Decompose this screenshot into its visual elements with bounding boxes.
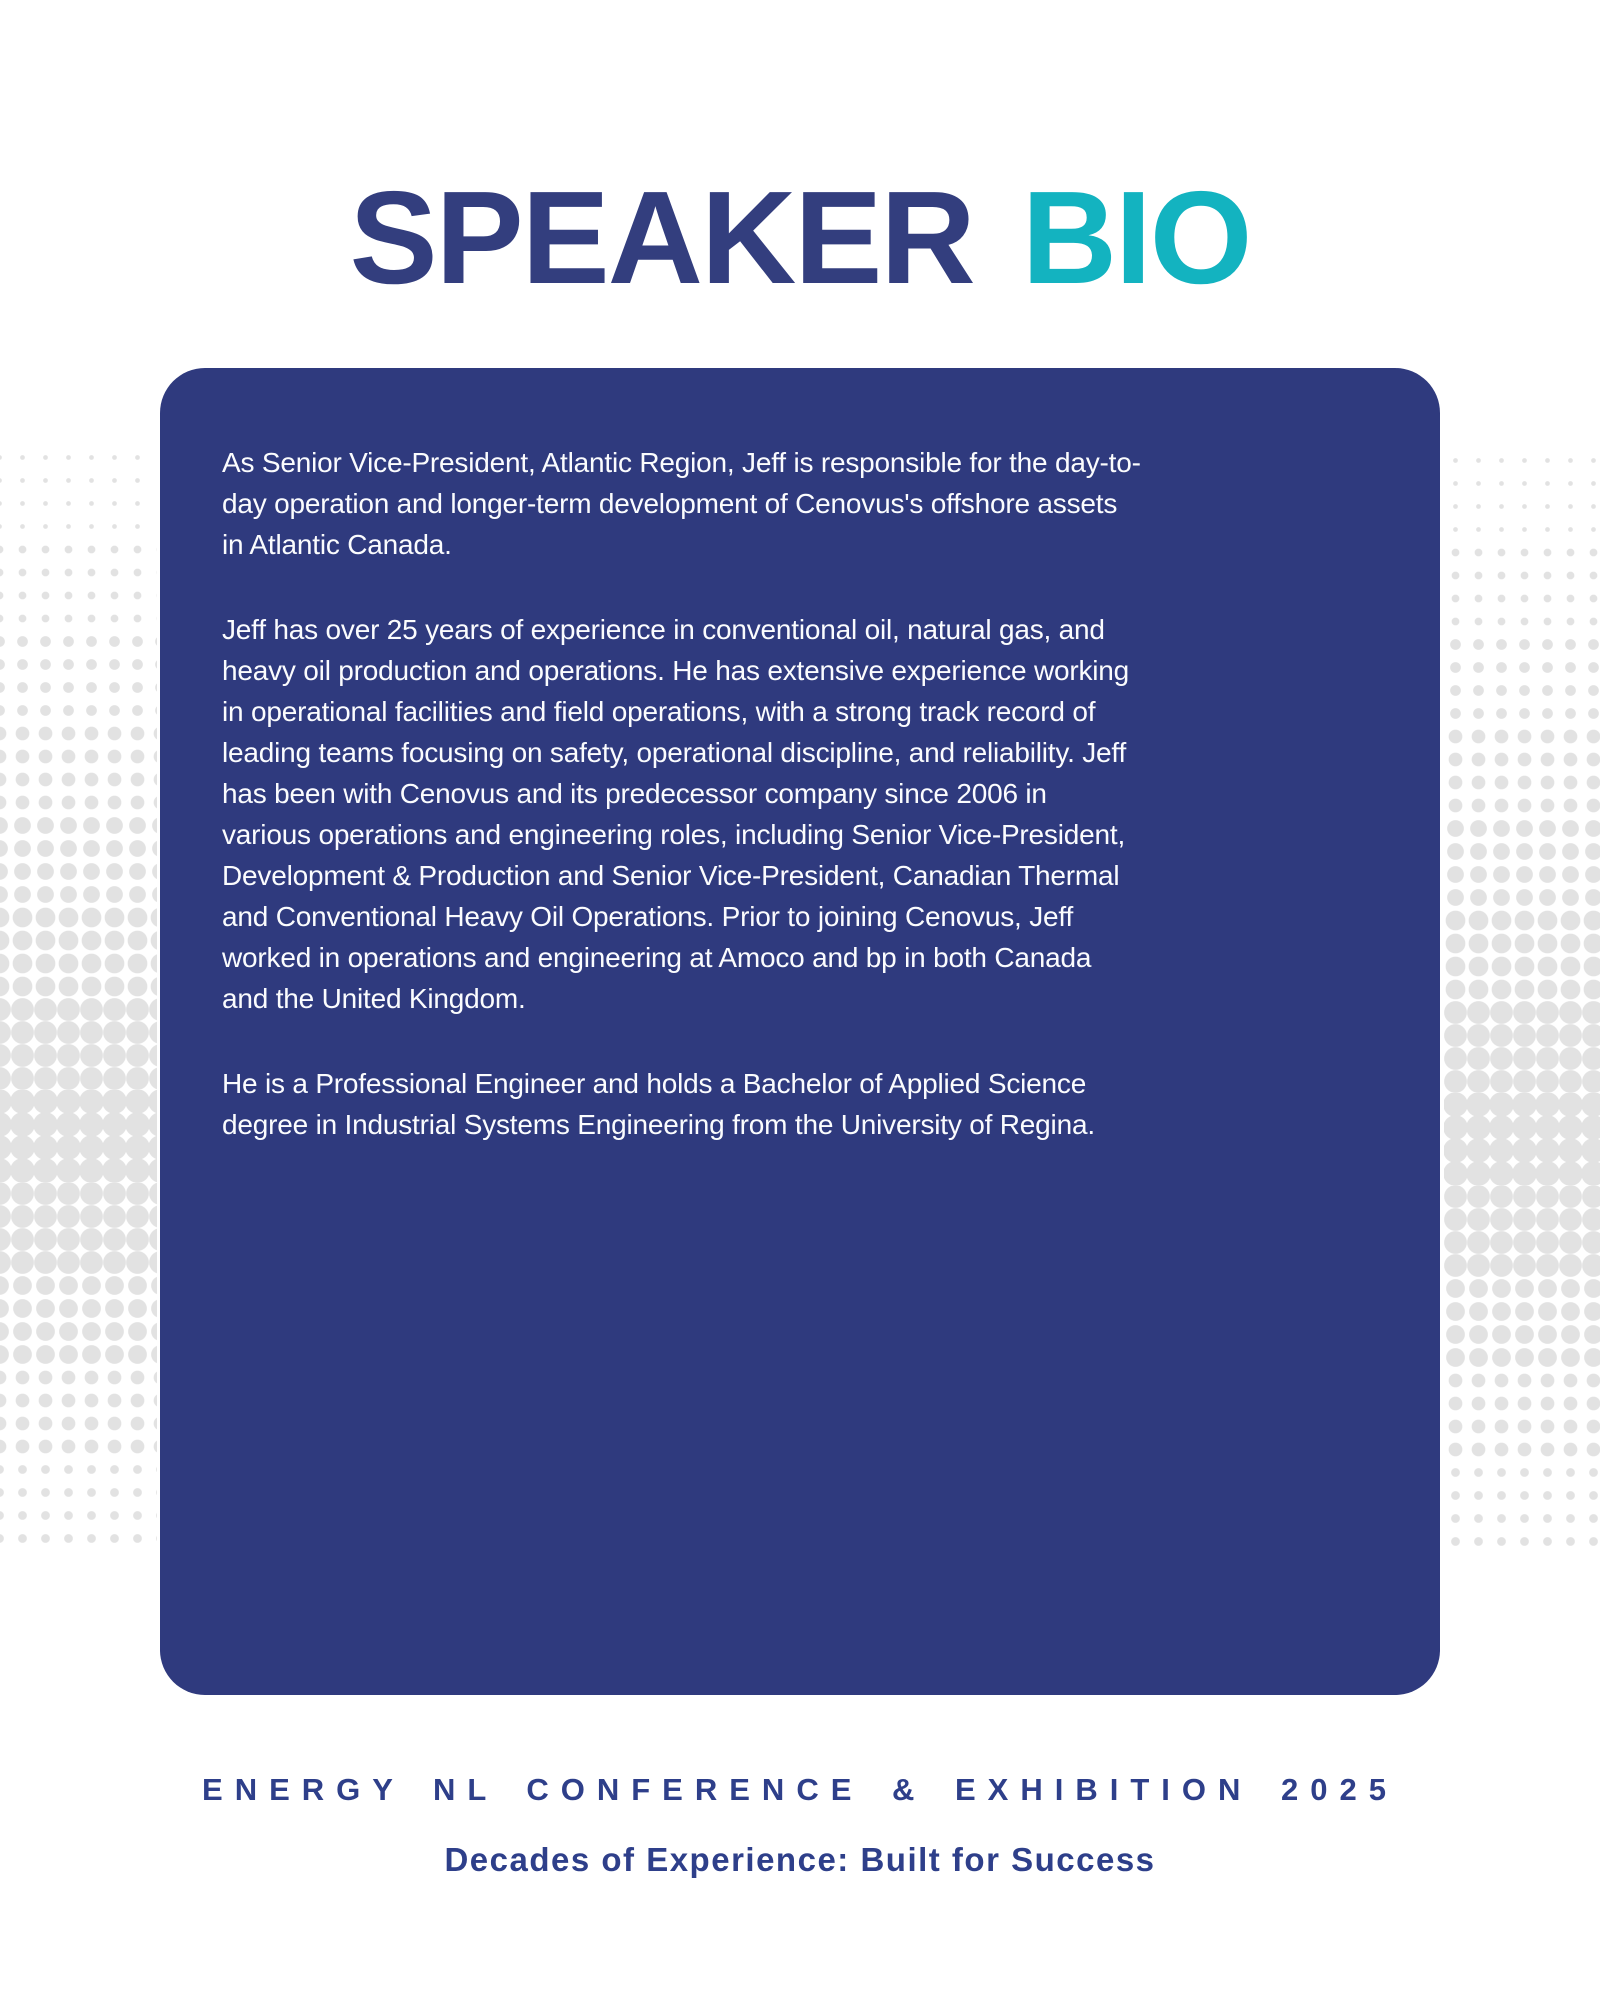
- title-word-speaker: SPEAKER: [349, 164, 974, 311]
- page-title: [0, 164, 1600, 311]
- halftone-band: [1444, 1461, 1600, 1553]
- title-word-bio: BIO: [1021, 164, 1251, 311]
- halftone-band: [1444, 1277, 1600, 1369]
- halftone-band: [0, 1182, 157, 1274]
- halftone-band: [0, 1090, 157, 1182]
- halftone-band: [0, 722, 157, 814]
- halftone-pattern-left: [0, 446, 157, 1550]
- halftone-band: [1444, 1001, 1600, 1093]
- halftone-band: [1444, 1369, 1600, 1461]
- halftone-band: [1444, 1185, 1600, 1277]
- halftone-band: [0, 446, 157, 538]
- bio-paragraph-experience: Jeff has over 25 years of experience in conventional oil, natural gas, and heavy oil production and operations. He has extensive experience working in operational facilities and field operations, with a strong track record of leading teams focusing on safety, operational discipline, and reliability. Jeff has been with Cenovus and its predecessor company since 2006 in various operations and engineering roles, including Senior Vice-President, Development & Production and Senior Vice-President, Canadian Thermal and Conventional Heavy Oil Operations. Prior to joining Cenovus, Jeff worked in operations and engineering at Amoco and bp in both Canada and the United Kingdom.: [222, 614, 1130, 1014]
- halftone-band: [0, 1274, 157, 1366]
- bio-paragraph-education: He is a Professional Engineer and holds a Bachelor of Applied Science degree in Industrial Systems Engineering from the University of Regina.: [222, 1068, 1095, 1140]
- halftone-band: [1444, 541, 1600, 633]
- conference-title: ENERGY NL CONFERENCE & EXHIBITION 2025: [202, 1772, 1398, 1807]
- halftone-band: [1444, 725, 1600, 817]
- bio-paragraph-role: As Senior Vice-President, Atlantic Region, Jeff is responsible for the day-to-day operation and longer-term development of Cenovus's offshore assets in Atlantic Canada.: [222, 447, 1141, 560]
- bio-card: [160, 368, 1440, 1695]
- halftone-band: [1444, 817, 1600, 909]
- page-footer: [0, 1772, 1600, 1879]
- halftone-band: [0, 814, 157, 906]
- halftone-band: [1444, 633, 1600, 725]
- halftone-pattern-right: [1444, 449, 1600, 1553]
- halftone-band: [0, 906, 157, 998]
- halftone-band: [0, 998, 157, 1090]
- halftone-band: [0, 1458, 157, 1550]
- conference-tagline: Decades of Experience: Built for Success: [444, 1841, 1156, 1878]
- halftone-band: [0, 630, 157, 722]
- halftone-band: [0, 1366, 157, 1458]
- halftone-band: [1444, 1093, 1600, 1185]
- halftone-band: [0, 538, 157, 630]
- halftone-band: [1444, 449, 1600, 541]
- halftone-band: [1444, 909, 1600, 1001]
